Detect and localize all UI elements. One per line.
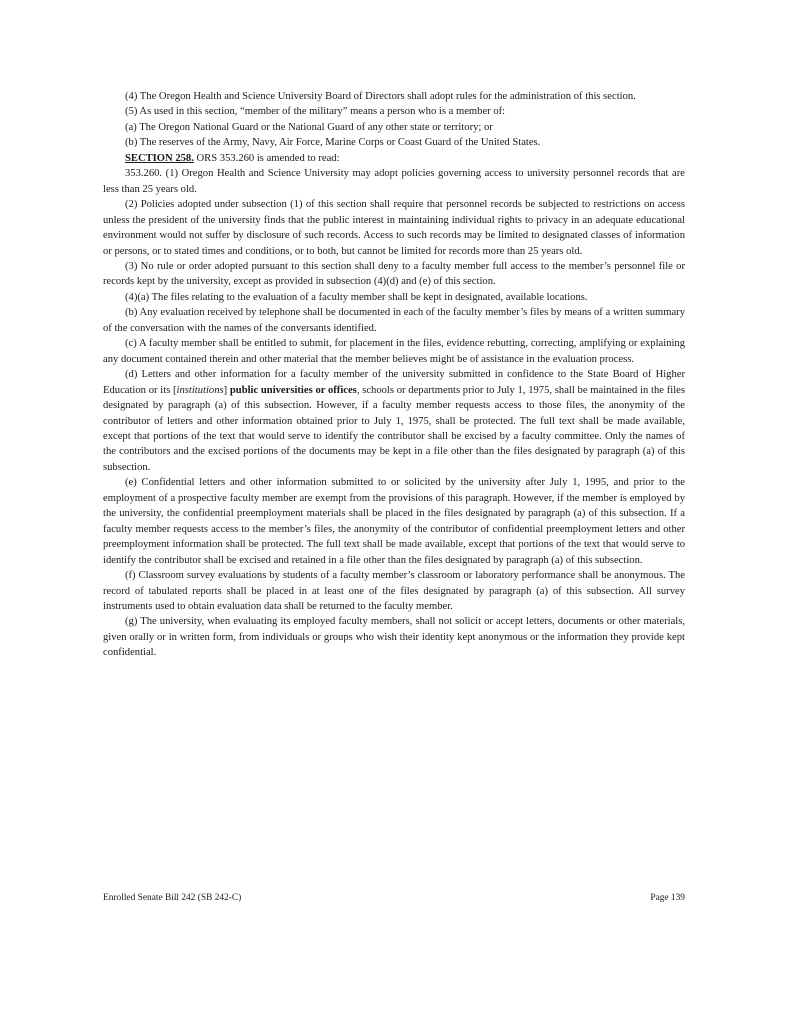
added-text: public universities or offices [229, 384, 357, 396]
ors-353-260-4f: (f) Classroom survey evaluations by students of a faculty member’s classroom or laboratory performance shall be anonymous. The record of tabulated reports shall be placed in at least one of the files designated by paragraph (a) of this subsection. All survey instruments used to obtain evaluation data shall be returned to the faculty member. [103, 570, 685, 612]
section-258-paragraph [103, 151, 685, 166]
ors-353-260-3: (3) No rule or order adopted pursuant to this section shall deny to a faculty member full access to the member’s personnel file or records kept by the university, except as provided in subsection (4)(d) and (e) of this section. [103, 260, 685, 288]
ors-353-260-4d [103, 367, 685, 475]
document-body [103, 89, 685, 661]
paragraph-5a: (a) The Oregon National Guard or the National Guard of any other state or territory; or [125, 121, 493, 133]
ors-353-260-4a: (4)(a) The files relating to the evaluation of a faculty member shall be kept in designated, available locations. [125, 291, 588, 303]
page-footer [103, 893, 685, 903]
section-intro: ORS 353.260 is amended to read: [193, 152, 340, 164]
ors-353-260-4e: (e) Confidential letters and other information submitted to or solicited by the university after July 1, 1995, and prior to the employment of a prospective faculty member are exempt from the provisions of this paragraph. However, if the member is employed by the university, the confidential preemployment materials shall be placed in the files designated by paragraph (a) of this subsection. If a faculty member requests access to the member’s files, the anonymity of the contributor of confidential preemployment letters and other preemployment information shall be protected. The full text shall be made available, except that portions of the text that would serve to identify the contributor shall be excised and retained in a file other than the files designated by paragraph (a) of this subsection. [103, 477, 685, 566]
paragraph-5b: (b) The reserves of the Army, Navy, Air Force, Marine Corps or Coast Guard of the United States. [125, 137, 541, 149]
para-d-text-2: ] [223, 384, 230, 396]
ors-353-260-2: (2) Policies adopted under subsection (1) of this section shall require that personnel records be subjected to restrictions on access unless the president of the university finds that the public interest in maintaining individual rights to privacy in an adequate educational environment would not suffer by disclosure of such records. Access to such records may be limited to designated classes of information or persons, or to stated times and conditions, or to both, but cannot be limited for records more than 25 years old. [103, 199, 685, 257]
ors-353-260-4c: (c) A faculty member shall be entitled to submit, for placement in the files, evidence rebutting, correcting, amplifying or explaining any document contained therein and other material that the member believes might be of assistance in the evaluation process. [103, 338, 685, 365]
bill-identifier: Enrolled Senate Bill 242 (SB 242-C) [103, 893, 242, 903]
paragraph-5-definition: (5) As used in this section, “member of the military” means a person who is a member of: [125, 106, 506, 118]
deleted-text: institutions [176, 384, 224, 396]
ors-353-260-1: 353.260. (1) Oregon Health and Science University may adopt policies governing access to university personnel records that are less than 25 years old. [103, 168, 685, 195]
paragraph-4-rules: (4) The Oregon Health and Science University Board of Directors shall adopt rules for the administration of this section. [125, 91, 636, 102]
para-d-text-1: (d) Letters and other information for a faculty member of the university submitted in confidence to the State Board of Higher Education or its [ [103, 369, 685, 396]
section-heading: SECTION 258. [125, 152, 194, 164]
page-number: Page 139 [650, 893, 685, 903]
ors-353-260-4g: (g) The university, when evaluating its employed faculty members, shall not solicit or accept letters, documents or other materials, given orally or in written form, from individuals or groups who wish their identity kept anonymous or the information they provide kept confidential. [103, 616, 685, 659]
ors-353-260-4b: (b) Any evaluation received by telephone shall be documented in each of the faculty member’s files by means of a written summary of the conversation with the names of the conversants identified. [103, 307, 685, 334]
para-d-text-3: , schools or departments prior to July 1, 1975, shall be maintained in the files designated by paragraph (a) of this subsection. However, if a faculty member requests access to those files, the anonymity of the contributor of letters and other information obtained prior to July 1, 1975, shall be protected. The full text shall be made available, except that portions of the text that would serve to identify the contributor shall be excised by a faculty committee. Only the names of the contributors and the excised portions of the documents may be kept in a file other than the files designated by paragraph (a) of this subsection. [103, 384, 685, 473]
